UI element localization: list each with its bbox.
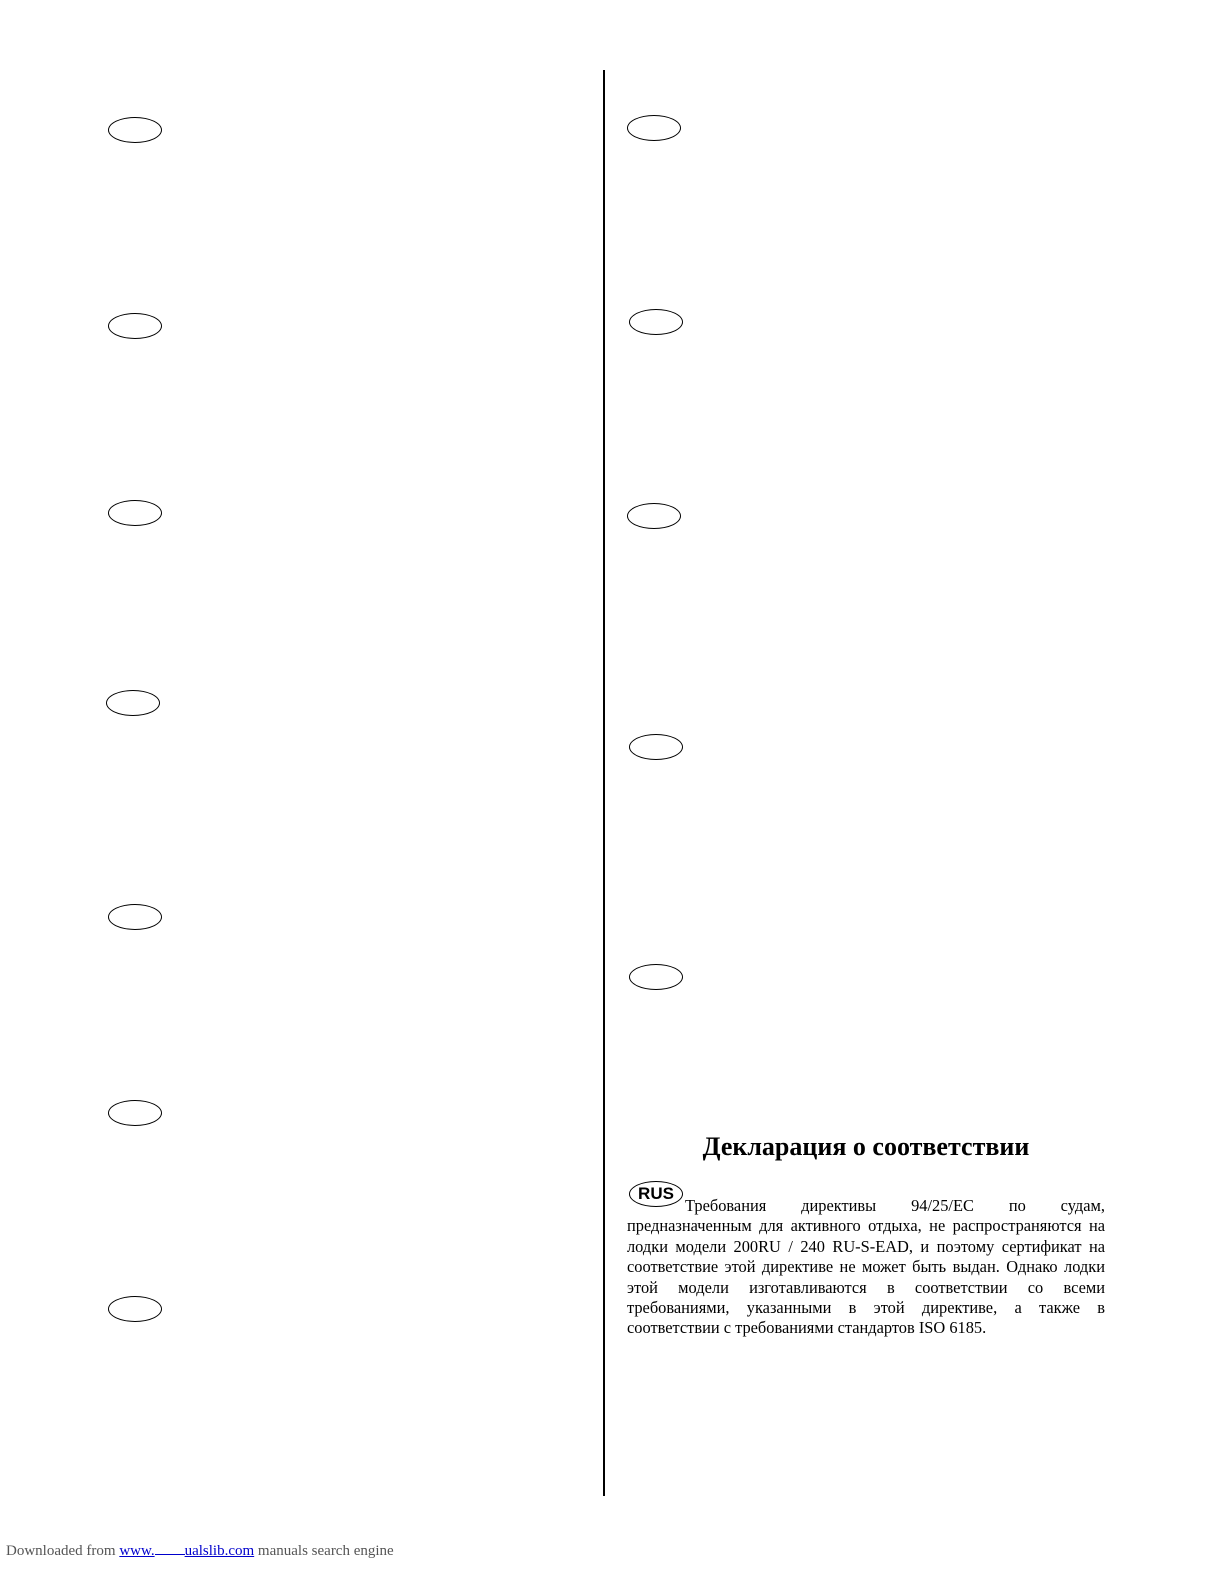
language-badge-empty xyxy=(108,904,162,930)
footer-prefix: Downloaded from xyxy=(6,1543,116,1559)
language-badge-empty xyxy=(108,1100,162,1126)
language-badge-empty xyxy=(108,1296,162,1322)
footer-suffix: manuals search engine xyxy=(257,1543,394,1559)
language-badge-empty xyxy=(627,115,681,141)
footer-link[interactable] xyxy=(119,1543,254,1559)
language-badge-empty xyxy=(627,503,681,529)
language-badge-empty xyxy=(106,690,160,716)
declaration-body-text: Требования директивы 94/25/EC по судам, предназначенным для активного отдыха, не распространяются на лодки модели 200RU / 240 RU-S-EAD, и поэтому сертификат на соответствие этой директиве не может быть выдан. Однако лодки этой модели изготавливаются в соответствии со всеми требованиями, указанными в этой директиве, а также в соответствии с требованиями стандартов ISO 6185. xyxy=(627,1196,1105,1338)
footer-link-end: ualslib.com xyxy=(184,1543,255,1559)
column-divider xyxy=(603,70,605,1496)
declaration-body xyxy=(627,1196,1105,1339)
language-badge-empty xyxy=(108,500,162,526)
language-badge-empty xyxy=(108,117,162,143)
language-badge-empty xyxy=(629,734,683,760)
language-badge-empty xyxy=(629,309,683,335)
language-badge-empty xyxy=(108,313,162,339)
footer-link-start: www. xyxy=(119,1543,155,1559)
footer-link-gap xyxy=(155,1542,185,1555)
language-badge-empty xyxy=(629,964,683,990)
declaration-title: Декларация о соответствии xyxy=(702,1132,1030,1161)
download-footer xyxy=(6,1542,394,1560)
language-badge-rus: RUS xyxy=(629,1181,683,1207)
